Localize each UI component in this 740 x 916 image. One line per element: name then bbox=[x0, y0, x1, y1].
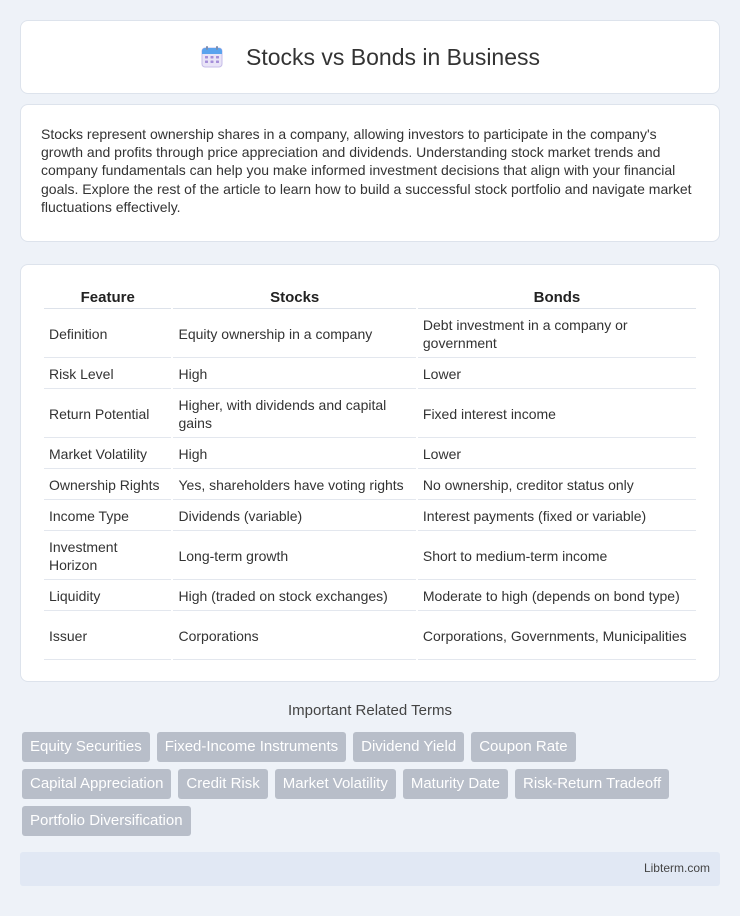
bonds-cell: Lower bbox=[418, 440, 696, 469]
feature-cell: Definition bbox=[44, 311, 171, 358]
bonds-cell: Moderate to high (depends on bond type) bbox=[418, 582, 696, 611]
bonds-cell: Fixed interest income bbox=[418, 391, 696, 438]
table-row bbox=[44, 582, 696, 611]
tag-equity-securities[interactable]: Equity Securities bbox=[22, 732, 150, 762]
header-card bbox=[20, 20, 720, 94]
table-row bbox=[44, 533, 696, 580]
table-row bbox=[44, 440, 696, 469]
feature-cell: Ownership Rights bbox=[44, 471, 171, 500]
feature-cell: Investment Horizon bbox=[44, 533, 171, 580]
tag-credit-risk[interactable]: Credit Risk bbox=[178, 769, 267, 799]
feature-cell: Issuer bbox=[44, 613, 171, 660]
table-row bbox=[44, 311, 696, 358]
bonds-cell: Lower bbox=[418, 360, 696, 389]
related-terms-list bbox=[22, 732, 722, 836]
bonds-cell: Short to medium-term income bbox=[418, 533, 696, 580]
header-stocks: Stocks bbox=[173, 287, 415, 309]
tag-coupon-rate[interactable]: Coupon Rate bbox=[471, 732, 575, 762]
feature-cell: Risk Level bbox=[44, 360, 171, 389]
feature-cell: Liquidity bbox=[44, 582, 171, 611]
stocks-cell: High bbox=[173, 440, 415, 469]
stocks-cell: Yes, shareholders have voting rights bbox=[173, 471, 415, 500]
tag-risk-return-tradeoff[interactable]: Risk-Return Tradeoff bbox=[515, 769, 669, 799]
table-row bbox=[44, 391, 696, 438]
table-row bbox=[44, 613, 696, 660]
tag-fixed-income-instruments[interactable]: Fixed-Income Instruments bbox=[157, 732, 346, 762]
stocks-cell: High bbox=[173, 360, 415, 389]
table-header-row bbox=[44, 287, 696, 309]
feature-cell: Income Type bbox=[44, 502, 171, 531]
tag-maturity-date[interactable]: Maturity Date bbox=[403, 769, 508, 799]
feature-cell: Return Potential bbox=[44, 391, 171, 438]
tag-capital-appreciation[interactable]: Capital Appreciation bbox=[22, 769, 171, 799]
feature-cell: Market Volatility bbox=[44, 440, 171, 469]
stocks-cell: Higher, with dividends and capital gains bbox=[173, 391, 415, 438]
tag-portfolio-diversification[interactable]: Portfolio Diversification bbox=[22, 806, 191, 836]
table-row bbox=[44, 360, 696, 389]
bonds-cell: Corporations, Governments, Municipalities bbox=[418, 613, 696, 660]
stocks-cell: Corporations bbox=[173, 613, 415, 660]
stocks-cell: Equity ownership in a company bbox=[173, 311, 415, 358]
table-row bbox=[44, 502, 696, 531]
stocks-cell: Long-term growth bbox=[173, 533, 415, 580]
related-terms-title: Important Related Terms bbox=[288, 702, 452, 719]
stocks-cell: High (traded on stock exchanges) bbox=[173, 582, 415, 611]
bonds-cell: Debt investment in a company or government bbox=[418, 311, 696, 358]
page-title: Stocks vs Bonds in Business bbox=[245, 43, 541, 70]
tag-market-volatility[interactable]: Market Volatility bbox=[275, 769, 396, 799]
comparison-table bbox=[42, 285, 698, 662]
calendar-icon bbox=[200, 45, 224, 69]
bonds-cell: No ownership, creditor status only bbox=[418, 471, 696, 500]
title-wrap bbox=[200, 44, 540, 71]
comparison-table-card bbox=[20, 264, 720, 682]
table-row bbox=[44, 471, 696, 500]
header-feature: Feature bbox=[44, 287, 171, 309]
intro-text: Stocks represent ownership shares in a company, allowing investors to participate in the company's growth and profits through price appreciation and dividends. Understanding stock market trends and company fundamentals can help you make informed investment decisions that align with your financial goals. Explore the rest of the article to learn how to build a successful stock portfolio and navigate market fluctuations effectively. bbox=[41, 126, 692, 215]
footer bbox=[20, 852, 720, 886]
tag-dividend-yield[interactable]: Dividend Yield bbox=[353, 732, 464, 762]
bonds-cell: Interest payments (fixed or variable) bbox=[418, 502, 696, 531]
stocks-cell: Dividends (variable) bbox=[173, 502, 415, 531]
footer-brand[interactable]: Libterm.com bbox=[643, 861, 710, 875]
intro-card bbox=[20, 104, 720, 242]
header-bonds: Bonds bbox=[418, 287, 696, 309]
